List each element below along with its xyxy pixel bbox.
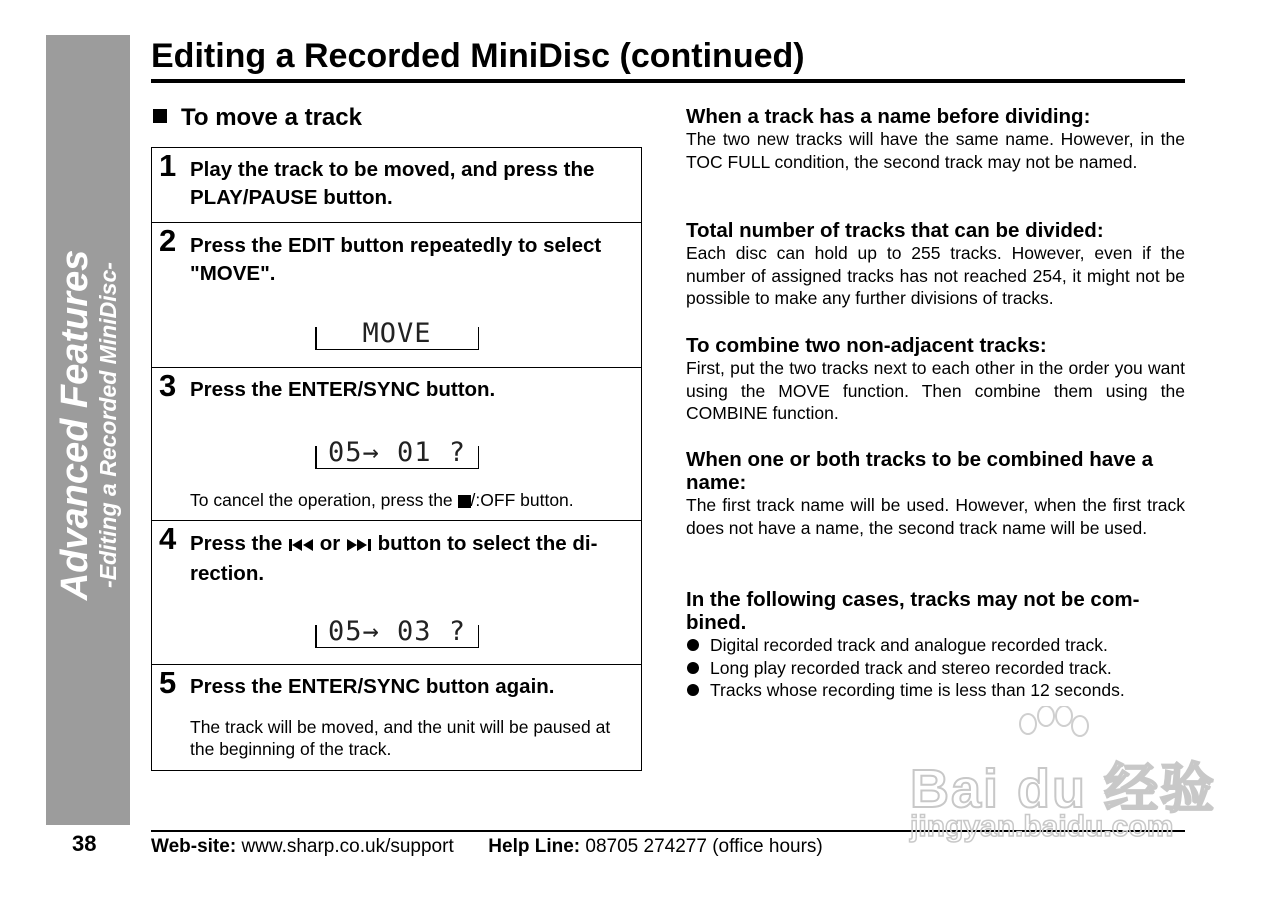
lcd-display — [315, 317, 479, 350]
step-number: 3 — [159, 368, 177, 403]
helpline-label: Help Line: — [488, 836, 581, 857]
lcd-display — [315, 615, 479, 648]
stop-icon — [458, 491, 471, 513]
round-bullet-icon — [687, 639, 699, 651]
cases-list — [686, 634, 1185, 702]
sidebar-heading — [55, 250, 121, 601]
section-heading-text: To move a track — [181, 104, 362, 131]
step-2 — [152, 222, 641, 367]
cancel-note — [190, 489, 635, 513]
section-heading — [153, 103, 362, 133]
website-label: Web-site: — [151, 836, 237, 857]
info-body: Each disc can hold up to 255 tracks. However, even if the number of assigned tracks has not reached 254, it might not be possible to make any further divisions of tracks. — [686, 243, 1185, 308]
title-rule — [151, 79, 1185, 83]
helpline-value: 08705 274277 (office hours) — [585, 836, 823, 857]
step-number: 5 — [159, 665, 177, 700]
step-text: Press the ENTER/SYNC button again. — [190, 675, 555, 698]
step-text: Press the ENTER/SYNC button. — [190, 378, 496, 401]
step-text — [190, 530, 635, 588]
lcd-display-text: 05→ 03 ? — [327, 616, 467, 647]
step-text: Press the EDIT button repeatedly to select "MOVE". — [190, 234, 602, 285]
website-value: www.sharp.co.uk/support — [241, 836, 454, 857]
info-block — [686, 105, 1185, 173]
round-bullet-icon — [687, 684, 699, 696]
info-heading: Total number of tracks that can be divided: — [686, 219, 1104, 242]
step-number: 1 — [159, 148, 177, 183]
step-number: 4 — [159, 521, 177, 556]
skip-next-icon — [346, 532, 372, 560]
list-item — [686, 657, 1185, 680]
step-3 — [152, 367, 641, 520]
page-title: Editing a Recorded MiniDisc (continued) — [151, 37, 805, 75]
info-body: First, put the two tracks next to each other in the order you want using the MOVE function. Then combine them using the COMBINE function. — [686, 358, 1185, 423]
step-4 — [152, 520, 641, 664]
page-number: 38 — [72, 831, 97, 856]
info-body: The two new tracks will have the same name. However, in the TOC FULL condition, the second track may not be named. — [686, 129, 1185, 172]
info-heading: When a track has a name before dividing: — [686, 105, 1091, 128]
watermark-brand: Bai du 经验 — [910, 759, 1217, 819]
baidu-watermark — [906, 706, 1217, 856]
steps-table — [151, 147, 642, 771]
info-block — [686, 588, 1185, 702]
info-heading: In the following cases, tracks may not be com-bined. — [686, 588, 1140, 634]
square-bullet-icon — [153, 109, 167, 123]
step-text-part: Press the — [190, 532, 283, 555]
step-note: The track will be moved, and the unit will be paused at the beginning of the track. — [190, 717, 611, 759]
note-text: To cancel the operation, press the — [190, 490, 453, 510]
step-text: Play the track to be moved, and press the PLAY/PAUSE button. — [190, 158, 595, 209]
info-heading: When one or both tracks to be combined have a name: — [686, 448, 1154, 494]
info-heading: To combine two non-adjacent tracks: — [686, 334, 1047, 357]
info-block — [686, 334, 1185, 425]
step-number: 2 — [159, 223, 177, 258]
info-block — [686, 219, 1185, 310]
lcd-display-text: 05→ 01 ? — [327, 437, 467, 468]
lcd-display — [315, 436, 479, 469]
list-item — [686, 634, 1185, 657]
info-block — [686, 448, 1185, 539]
step-text-part: or — [319, 532, 341, 555]
step-text-part: button to select the di-rection. — [190, 532, 598, 585]
list-item-text: Tracks whose recording time is less than 12 seconds. — [710, 680, 1125, 700]
skip-previous-icon — [288, 532, 314, 560]
lcd-display-text: MOVE — [362, 318, 432, 349]
list-item — [686, 679, 1185, 702]
list-item-text: Long play recorded track and stereo recorded track. — [710, 657, 1112, 678]
list-item-text: Digital recorded track and analogue recorded track. — [710, 635, 1108, 655]
footer — [151, 835, 823, 859]
info-body: The first track name will be used. However, when the first track does not have a name, the second track name will be used. — [686, 495, 1185, 538]
round-bullet-icon — [687, 662, 699, 674]
sidebar-title: Advanced Features — [54, 249, 96, 601]
step-1 — [152, 148, 641, 222]
sidebar-subtitle: -Editing a Recorded MiniDisc- — [95, 262, 121, 588]
note-text: /:OFF button. — [470, 490, 574, 510]
watermark-url: jingyan.baidu.com — [910, 810, 1174, 843]
step-5 — [152, 664, 641, 770]
